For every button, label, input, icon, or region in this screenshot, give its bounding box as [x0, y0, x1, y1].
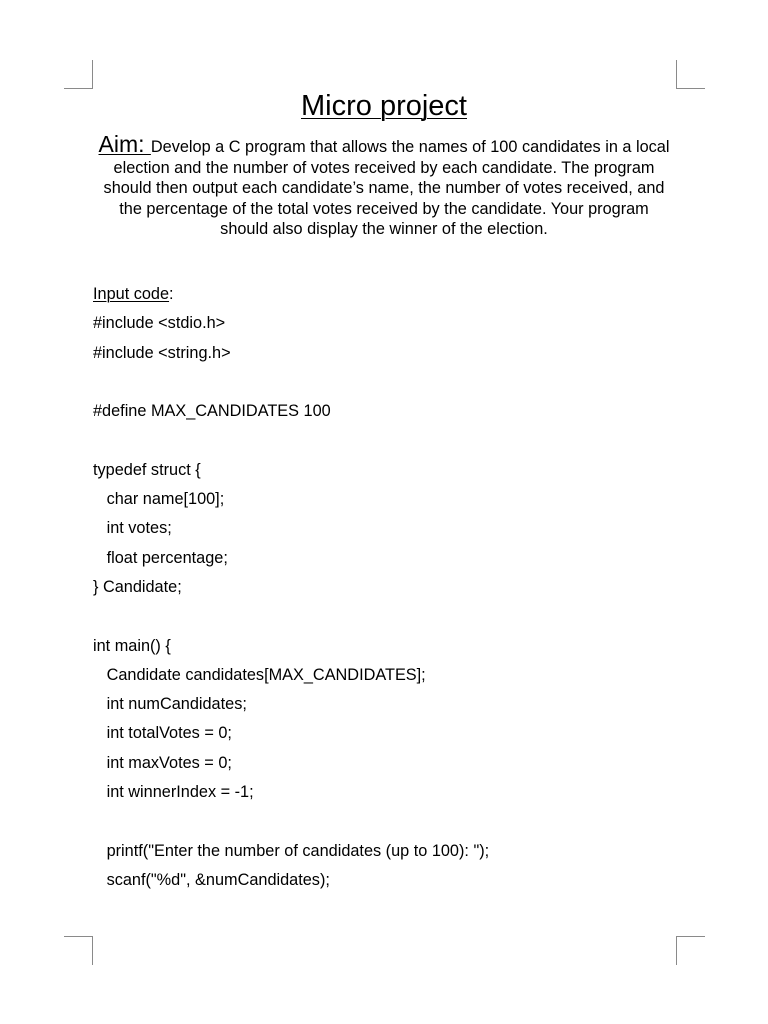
code-line: int numCandidates; [93, 695, 247, 714]
code-line [93, 807, 693, 836]
input-code-label: Input code [93, 285, 170, 303]
code-line: #include <stdio.h> [93, 314, 226, 333]
code-line: Candidate candidates[MAX_CANDIDATES]; [93, 665, 426, 684]
aim-label: Aim: [98, 131, 151, 157]
crop-mark-top-left [64, 60, 93, 89]
crop-mark-bottom-right [676, 936, 705, 965]
code-line [93, 426, 693, 455]
code-line [93, 602, 693, 631]
input-code-heading [93, 280, 693, 309]
code-line: int maxVotes = 0; [93, 753, 232, 772]
code-line: int totalVotes = 0; [93, 724, 232, 743]
code-line [93, 368, 693, 397]
code-line: int main() { [93, 636, 171, 655]
code-line: typedef struct { [93, 460, 201, 479]
code-line: printf("Enter the number of candidates (up to 100): "); [93, 841, 490, 860]
crop-mark-top-right [676, 60, 705, 89]
code-block [93, 280, 693, 895]
page-title: Micro project [301, 90, 467, 122]
code-line: scanf("%d", &numCandidates); [93, 870, 330, 889]
aim-text: Develop a C program that allows the names of 100 candidates in a local election and the number of votes received by each candidate. The program should then output each candidate’s name, the number of votes received, and the percentage of the total votes received by the candidate. Your program should also display the winner of the election. [103, 138, 670, 238]
code-line: char name[100]; [93, 490, 225, 509]
code-line: int winnerIndex = -1; [93, 783, 254, 802]
aim-paragraph [96, 131, 672, 240]
code-line: int votes; [93, 519, 172, 538]
code-line: #define MAX_CANDIDATES 100 [93, 402, 331, 421]
code-line: #include <string.h> [93, 343, 231, 362]
input-code-colon: : [169, 285, 174, 303]
code-line: float percentage; [93, 548, 228, 567]
crop-mark-bottom-left [64, 936, 93, 965]
code-line: } Candidate; [93, 577, 182, 596]
